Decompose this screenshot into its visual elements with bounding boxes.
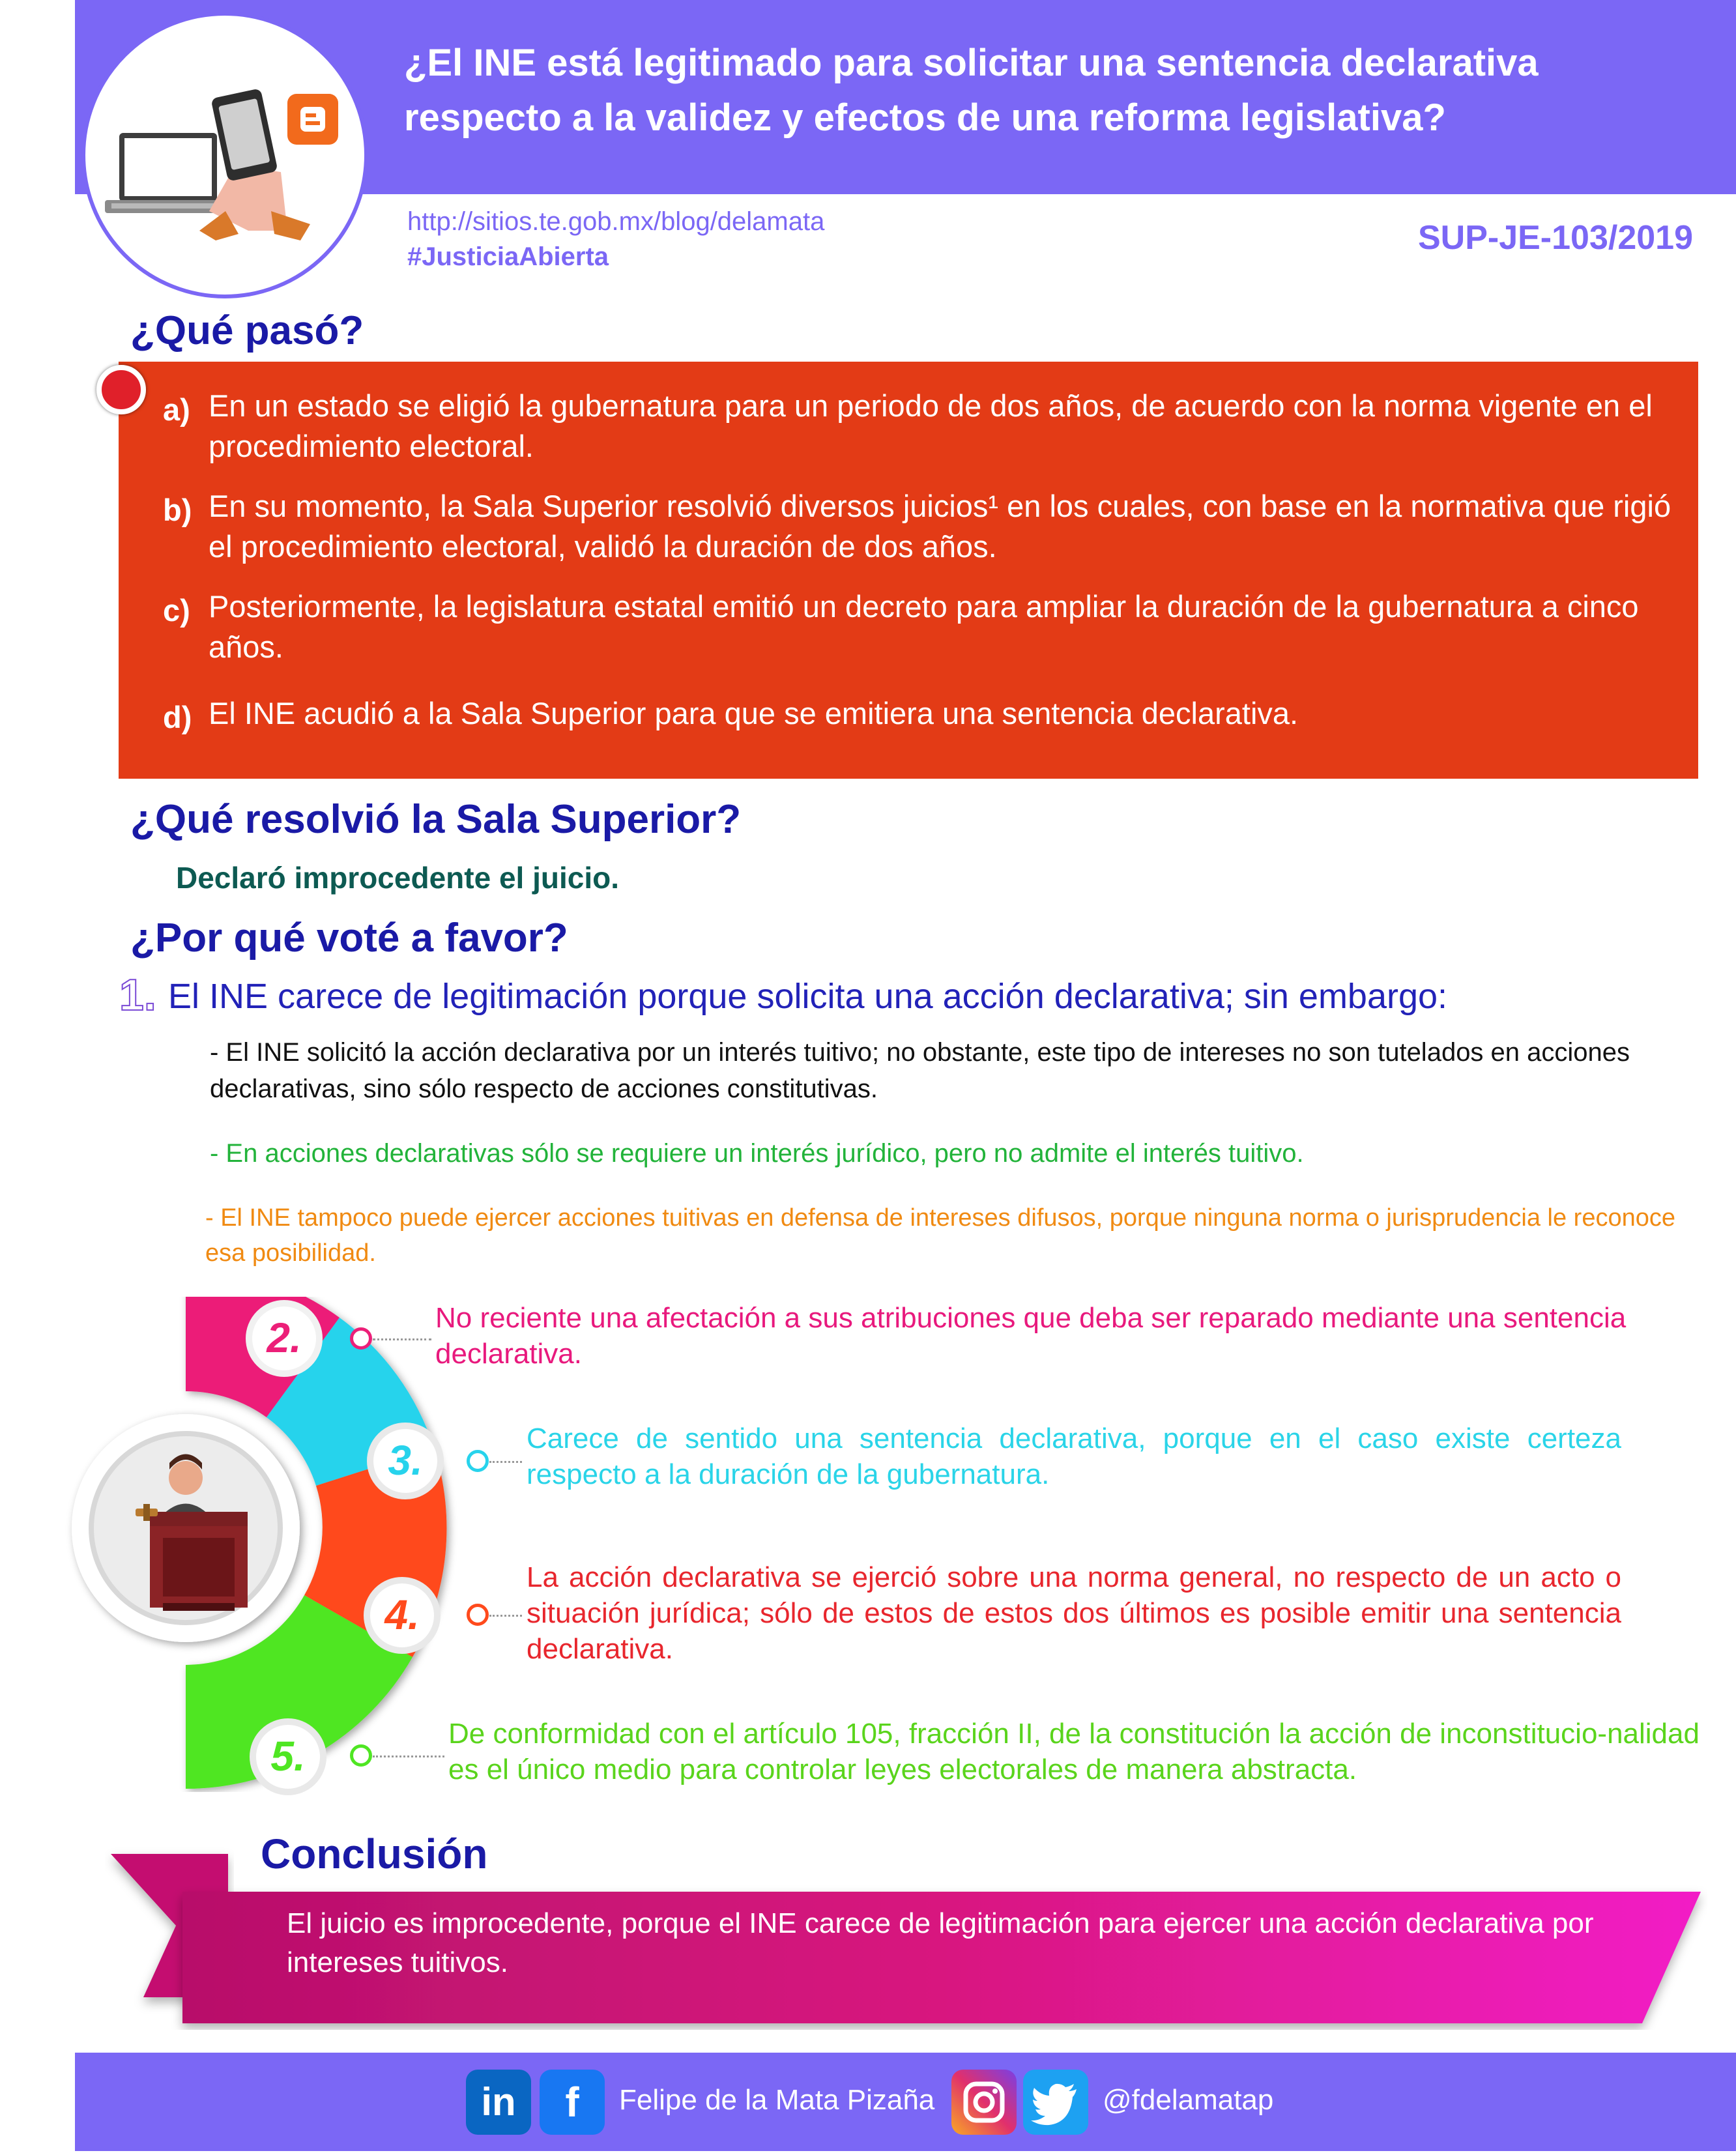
twitter-icon[interactable]	[1023, 2070, 1088, 2135]
sub-point-1: - El INE solicitó la acción declarativa por un interés tuitivo; no obstante, este tipo de intereses no son tutelados en acciones declarativas, sino sólo respecto de acciones constitutivas.	[210, 1038, 1630, 1103]
bullet-dot-icon	[96, 365, 146, 414]
point-5-text: De conformidad con el artículo 105, fracción II, de la constitución la acción de inconstitucio-nalidad es el único medio para controlar leyes electorales de manera abstracta.	[448, 1718, 1700, 1785]
point-number-5: 5.	[250, 1718, 326, 1795]
facebook-icon[interactable]: f	[540, 2070, 605, 2135]
point-number-2: 2.	[246, 1300, 323, 1377]
instagram-icon[interactable]	[951, 2070, 1017, 2135]
point-4-text: La acción declarativa se ejerció sobre una norma general, no respecto de un acto o situación jurídica; sólo de estos de estos dos últimos es posible emitir una sentencia declarativa.	[527, 1561, 1621, 1665]
author-name: Felipe de la Mata Pizaña	[619, 2084, 935, 2116]
sub-point-2: - En acciones declarativas sólo se requiere un interés jurídico, pero no admite el interés tuitivo.	[210, 1139, 1304, 1168]
point-number-1: 1.	[119, 970, 156, 1020]
leader-line-3	[489, 1461, 522, 1463]
leader-line-2	[373, 1338, 431, 1340]
point-3-text: Carece de sentido una sentencia declarativa, porque en el caso existe certeza respecto a la duración de la gubernatura.	[527, 1423, 1621, 1490]
conclusion-text: El juicio es improcedente, porque el INE carece de legitimación para ejercer una acción declarativa por intereses tuitivos.	[287, 1907, 1594, 1978]
point-number-3: 3.	[367, 1423, 444, 1499]
point-1-text: El INE carece de legitimación porque solicita una acción declarativa; sin embargo:	[168, 977, 1448, 1016]
point-2-text: No reciente una afectación a sus atribuciones que deba ser reparado mediante una sentencia declarativa.	[435, 1302, 1627, 1370]
laptop-phone-blogger-icon	[81, 12, 368, 298]
connector-ring-4	[467, 1604, 489, 1626]
blog-url-link[interactable]: http://sitios.te.gob.mx/blog/delamata	[407, 207, 825, 236]
sub-point-3: - El INE tampoco puede ejercer acciones tuitivas en defensa de intereses difusos, porque ninguna norma o jurisprudencia le reconoce esa posibilidad.	[205, 1204, 1675, 1267]
connector-ring-3	[467, 1450, 489, 1472]
case-number: SUP-JE-103/2019	[1417, 219, 1693, 257]
conclusion-heading: Conclusión	[261, 1830, 488, 1877]
connector-ring-2	[350, 1327, 372, 1350]
leader-line-5	[373, 1756, 444, 1757]
leader-line-4	[489, 1615, 522, 1617]
section-heading-que-resolvio: ¿Qué resolvió la Sala Superior?	[130, 797, 742, 842]
section-heading-por-que: ¿Por qué voté a favor?	[130, 916, 568, 961]
social-handle: @fdelamatap	[1103, 2084, 1274, 2116]
point-number-4: 4.	[364, 1577, 441, 1654]
hashtag: #JusticiaAbierta	[407, 242, 609, 271]
resolution-text: Declaró improcedente el juicio.	[176, 861, 619, 895]
page-title: ¿El INE está legitimado para solicitar una sentencia declarativa respecto a la validez y efectos de una reforma legislativa?	[404, 42, 1539, 139]
connector-ring-5	[350, 1744, 372, 1767]
section-heading-que-paso: ¿Qué pasó?	[130, 308, 364, 353]
linkedin-icon[interactable]: in	[466, 2070, 531, 2135]
